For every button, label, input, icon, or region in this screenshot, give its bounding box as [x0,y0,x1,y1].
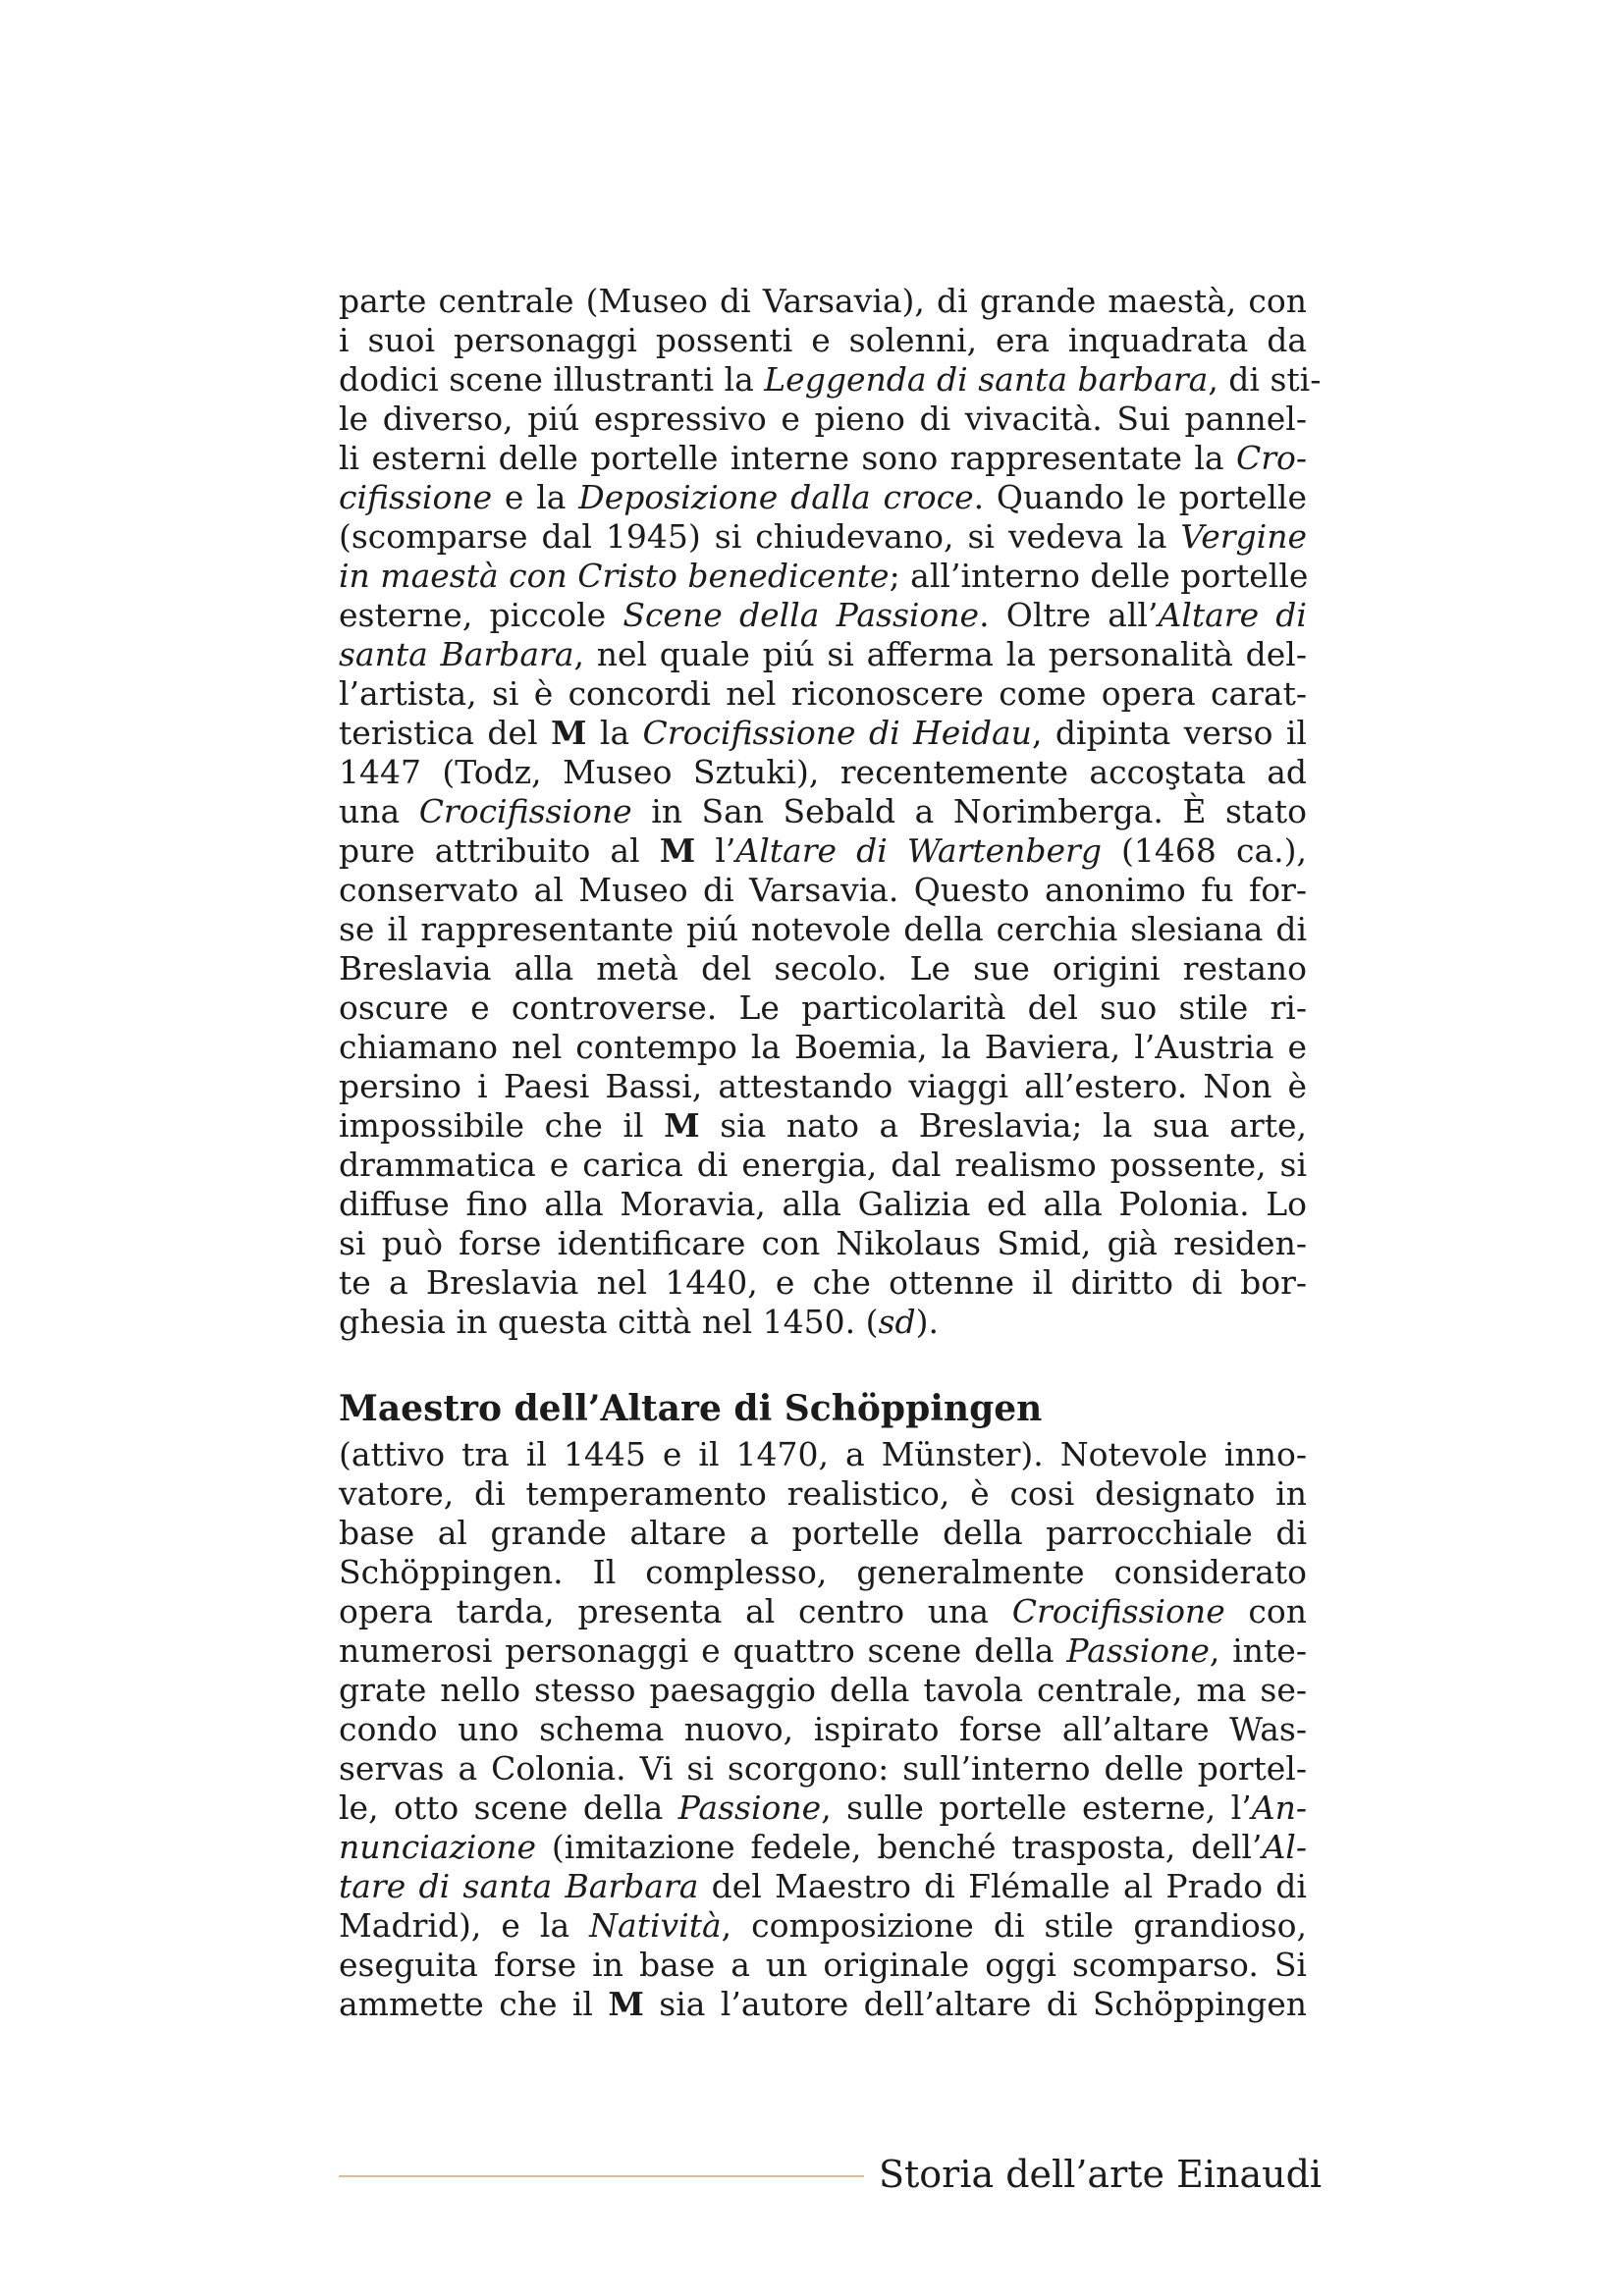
text-line [339,360,1322,400]
text-run: Deposizione dalla croce [578,478,974,516]
text-line [339,1303,1307,1342]
text-run: con [1224,1592,1307,1630]
text-run: conservato al Museo di Varsavia. Questo anonimo fu for- [339,871,1307,909]
text-run: se il rappresentante piú notevole della cerchia slesiana di [339,910,1307,948]
text-run: (scomparse dal 1945) si chiudevano, si vedeva la [339,517,1181,556]
text-line [339,910,1307,949]
text-run: vatore, di temperamento realistico, è cosi designato in [339,1474,1307,1513]
text-line [339,1749,1307,1789]
text-run: (1468 ca.), [1101,831,1307,870]
text-run: Al- [1262,1828,1307,1866]
text-line [339,596,1307,635]
text-line [339,1514,1307,1553]
text-line [339,792,1307,831]
text-line [339,988,1307,1028]
text-line [339,439,1307,478]
text-run: Schöppingen. Il complesso, generalmente considerato [339,1553,1307,1591]
text-run: te a Breslavia nel 1440, e che ottenne il diritto di bor- [339,1263,1307,1302]
text-line [339,282,1307,321]
text-run: , inte- [1209,1631,1307,1670]
text-line [339,674,1307,714]
text-run: An- [1251,1789,1307,1827]
text-run: li esterni delle portelle interne sono rappresentate la [339,439,1236,477]
text-line [339,1985,1307,2024]
text-run: (attivo tra il 1445 e il 1470, a Münster). Notevole inno- [339,1435,1307,1473]
text-run: le, otto scene della [339,1789,678,1827]
paragraph-1 [339,282,1322,1342]
text-line [339,871,1307,910]
text-line [339,1474,1307,1514]
text-run: , sulle portelle esterne, l’ [821,1789,1252,1827]
text-line [339,714,1307,753]
text-run: , nel quale piú si afferma la personalità del- [573,635,1307,673]
text-line [339,1435,1307,1474]
text-line [339,557,1307,596]
text-run: M [664,1106,700,1145]
text-line [339,753,1307,792]
text-line [339,1671,1307,1710]
text-line [339,1946,1307,1985]
text-run: dodici scene illustranti la [339,360,765,399]
text-run: ghesia in questa città nel 1450. ( [339,1303,879,1341]
text-line [339,635,1307,674]
text-run: pure attribuito al [339,831,660,870]
text-run: Altare di Wartenberg [735,831,1102,870]
paragraph-2 [339,1435,1307,2024]
text-run: M [608,1985,644,2023]
text-run: la [586,714,643,752]
text-run: Madrid), e la [339,1906,590,1945]
text-run: tare di santa Barbara [339,1867,699,1905]
text-run: . Oltre all’ [979,596,1159,634]
text-run: servas a Colonia. Vi si scorgono: sull’interno delle portel- [339,1749,1307,1788]
text-run: M [659,831,696,870]
text-line [339,1867,1307,1906]
text-line [339,1906,1307,1946]
text-run: eseguita forse in base a un originale oggi scomparso. Si [339,1946,1307,1984]
text-run: Crocifissione [1011,1592,1225,1630]
text-line [339,1553,1307,1592]
text-run: teristica del [339,714,552,752]
text-run: Cro- [1235,439,1307,477]
text-run: opera tarda, presenta al centro una [339,1592,1012,1630]
text-line [339,1106,1307,1146]
text-run: Crocifissione di Heidau [642,714,1032,752]
text-run: base al grande altare a portelle della parrocchiale di [339,1514,1307,1552]
text-run: si può forse identificare con Nikolaus Smid, già residen- [339,1224,1307,1262]
text-line [339,400,1307,439]
text-run: l’artista, si è concordi nel riconoscere come opera carat- [339,674,1307,713]
text-run: Breslavia alla metà del secolo. Le sue origini restano [339,949,1307,988]
text-run: Passione [677,1789,822,1827]
text-line [339,1263,1307,1303]
text-run: del Maestro di Flémalle al Prado di [698,1867,1307,1905]
text-run: 1447 (Todz, Museo Sztuki), recentemente accoştata ad [339,753,1307,791]
text-run: persino i Paesi Bassi, attestando viaggi all’estero. Non è [339,1067,1307,1105]
text-line [339,517,1307,557]
text-run: sia l’autore dell’altare di Schöppingen [643,1985,1308,2023]
footer-title: Storia dell’arte Einaudi [879,2153,1323,2196]
text-run: l’ [695,831,736,870]
text-run: in San Sebald a Norimberga. È stato [631,792,1307,830]
text-line [339,949,1307,988]
text-line [339,1789,1307,1828]
text-run: impossibile che il [339,1106,665,1145]
text-line [339,478,1307,517]
text-run: Natività [589,1906,722,1945]
text-run: chiamano nel contempo la Boemia, la Baviera, l’Austria e [339,1028,1307,1066]
text-run: Vergine [1180,517,1307,556]
text-run: nunciazione [339,1828,537,1866]
text-line [339,1710,1307,1749]
text-run: e la [492,478,579,516]
text-run: Scene della Passione [622,596,980,634]
text-run: Altare di [1158,596,1307,634]
text-run: (imitazione fedele, benché trasposta, dell’ [536,1828,1263,1866]
text-run: condo uno schema nuovo, ispirato forse all’altare Was- [339,1710,1307,1748]
text-run: Leggenda di santa barbara [764,360,1209,399]
text-line [339,831,1307,871]
text-run: Crocifissione [418,792,632,830]
text-run: , di sti- [1208,360,1322,399]
text-run: esterne, piccole [339,596,623,634]
text-line [339,1828,1307,1867]
text-run: grate nello stesso paesaggio della tavola centrale, ma se- [339,1671,1307,1709]
text-line [339,1146,1307,1185]
text-run: una [339,792,419,830]
text-run: M [551,714,587,752]
text-run: sia nato a Breslavia; la sua arte, [699,1106,1307,1145]
text-run: i suoi personaggi possenti e solenni, era inquadrata da [339,321,1307,359]
text-run: drammatica e carica di energia, dal realismo possente, si [339,1146,1307,1184]
text-run: ). [915,1303,939,1341]
footer-rule [339,2175,864,2177]
text-line [339,1028,1307,1067]
text-run: santa Barbara [339,635,574,673]
text-run: le diverso, piú espressivo e pieno di vivacità. Sui pannel- [339,400,1307,438]
text-line [339,1592,1307,1631]
text-line [339,1224,1307,1263]
text-run: ammette che il [339,1985,609,2023]
text-run: Passione [1066,1631,1210,1670]
text-line [339,321,1307,360]
text-run: . Quando le portelle [973,478,1307,516]
text-run: , composizione di stile grandioso, [721,1906,1307,1945]
text-run: in maestà con Cristo benedicente [339,557,890,595]
text-line [339,1631,1307,1671]
text-run: ; all’interno delle portelle [889,557,1309,595]
text-run: , dipinta verso il [1031,714,1307,752]
text-line [339,1185,1307,1224]
entry-heading: Maestro dell’Altare di Schöppingen [339,1388,1043,1429]
text-run: numerosi personaggi e quattro scene della [339,1631,1067,1670]
text-run: oscure e controverse. Le particolarità del suo stile ri- [339,988,1307,1027]
text-run: sd [878,1303,916,1341]
text-line [339,1067,1307,1106]
text-run: parte centrale (Museo di Varsavia), di grande maestà, con [339,282,1307,320]
text-run: cifissione [339,478,493,516]
text-run: diffuse fino alla Moravia, alla Galizia ed alla Polonia. Lo [339,1185,1307,1223]
